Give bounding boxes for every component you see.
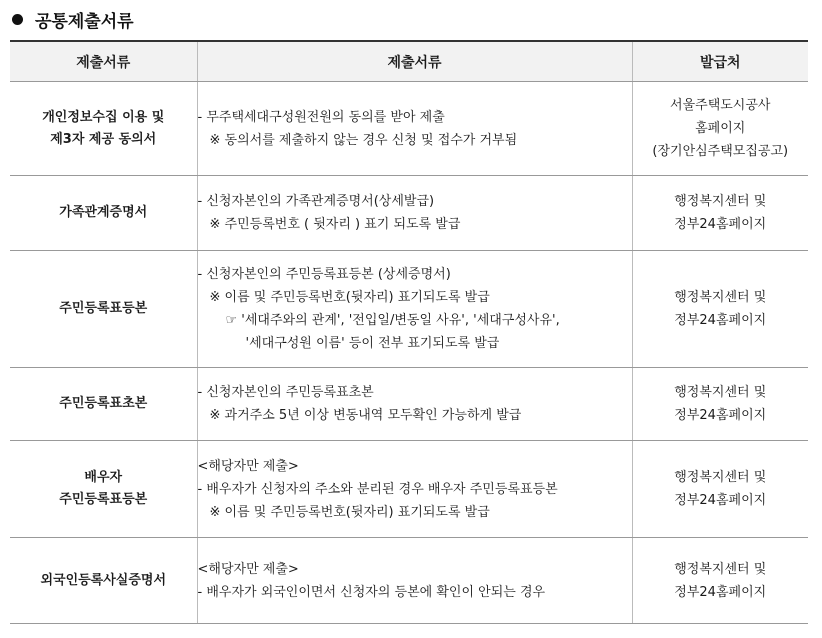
issuer-line: 행정복지센터 및: [674, 194, 767, 209]
detail-note: ※ 과거주소 5년 이상 변동내역 모두확인 가능하게 발급: [209, 408, 522, 423]
header-document: 제출서류: [10, 41, 197, 82]
document-name: [10, 538, 197, 624]
issuer-line: 행정복지센터 및: [674, 561, 767, 577]
issuer-line: 행정복지센터 및: [674, 470, 767, 485]
document-name: [10, 176, 197, 251]
detail-note: ※ 이름 및 주민등록번호(뒷자리) 표기되도록 발급: [209, 290, 490, 305]
issuer-line: 서울주택도시공사: [670, 98, 771, 113]
table-header-row: [10, 41, 808, 82]
issuer-line: 행정복지센터 및: [674, 290, 767, 305]
issuer-line: 정부24홈페이지: [674, 313, 767, 328]
document-name-line: 주민등록표등본: [59, 492, 148, 507]
issuer: [632, 251, 808, 368]
table-row: [10, 251, 808, 368]
header-details: 제출서류: [197, 41, 632, 82]
document-details: [197, 538, 632, 624]
bullet-icon: [12, 14, 23, 25]
document-name: [10, 251, 197, 368]
detail-line: - 신청자본인의 가족관계증명서(상세발급): [197, 194, 435, 209]
detail-subnote: '세대구성원 이름' 등이 전부 표기되도록 발급: [245, 336, 500, 351]
issuer-line: (장기안심주택모집공고): [652, 144, 789, 159]
detail-line: <해당자만 제출>: [197, 458, 299, 474]
detail-line: <해당자만 제출>: [197, 561, 299, 577]
document-name: [10, 82, 197, 176]
detail-note: ※ 이름 및 주민등록번호(뒷자리) 표기되도록 발급: [209, 504, 490, 520]
document-details: [197, 251, 632, 368]
table-row: [10, 538, 808, 624]
documents-table: [10, 40, 808, 624]
document-details: [197, 176, 632, 251]
table-row: [10, 441, 808, 538]
issuer: [632, 538, 808, 624]
detail-subnote: ☞ '세대주와의 관계', '전입일/변동일 사유', '세대구성사유',: [225, 313, 560, 328]
section-title: [12, 6, 134, 32]
document-name-line: 주민등록표초본: [59, 396, 148, 411]
document-name-line: 개인정보수집 이용 및: [42, 109, 165, 125]
document-name-line: 가족관계증명서: [59, 205, 148, 220]
table-row: [10, 82, 808, 176]
detail-line: - 배우자가 외국인이면서 신청자의 등본에 확인이 안되는 경우: [197, 584, 546, 600]
document-details: [197, 441, 632, 538]
detail-note: ※ 주민등록번호 ( 뒷자리 ) 표기 되도록 발급: [209, 217, 461, 232]
issuer-line: 정부24홈페이지: [674, 493, 767, 508]
issuer-line: 정부24홈페이지: [674, 408, 767, 423]
issuer: [632, 368, 808, 441]
document-name: [10, 368, 197, 441]
header-issuer: 발급처: [632, 41, 808, 82]
document-name-line: 주민등록표등본: [59, 301, 148, 316]
issuer: [632, 441, 808, 538]
section-title-text: 공통제출서류: [35, 11, 134, 32]
table-row: [10, 176, 808, 251]
table-row: [10, 368, 808, 441]
issuer-line: 행정복지센터 및: [674, 385, 767, 400]
detail-line: - 배우자가 신청자의 주소와 분리된 경우 배우자 주민등록표등본: [197, 481, 558, 497]
document-name-line: 배우자: [84, 470, 123, 485]
issuer-line: 정부24홈페이지: [674, 217, 767, 232]
document-name-line: 외국인등록사실증명서: [40, 572, 167, 588]
issuer: [632, 82, 808, 176]
issuer-line: 홈페이지: [695, 121, 746, 136]
document-name-line: 제3자 제공 동의서: [50, 131, 157, 147]
detail-line: - 신청자본인의 주민등록표초본: [197, 385, 374, 400]
detail-line: - 무주택세대구성원전원의 동의를 받아 제출: [197, 109, 445, 125]
document-name: [10, 441, 197, 538]
issuer: [632, 176, 808, 251]
issuer-line: 정부24홈페이지: [674, 584, 767, 600]
detail-note: ※ 동의서를 제출하지 않는 경우 신청 및 접수가 거부됨: [209, 132, 518, 148]
document-details: [197, 368, 632, 441]
detail-line: - 신청자본인의 주민등록표등본 (상세증명서): [197, 267, 451, 282]
document-details: [197, 82, 632, 176]
